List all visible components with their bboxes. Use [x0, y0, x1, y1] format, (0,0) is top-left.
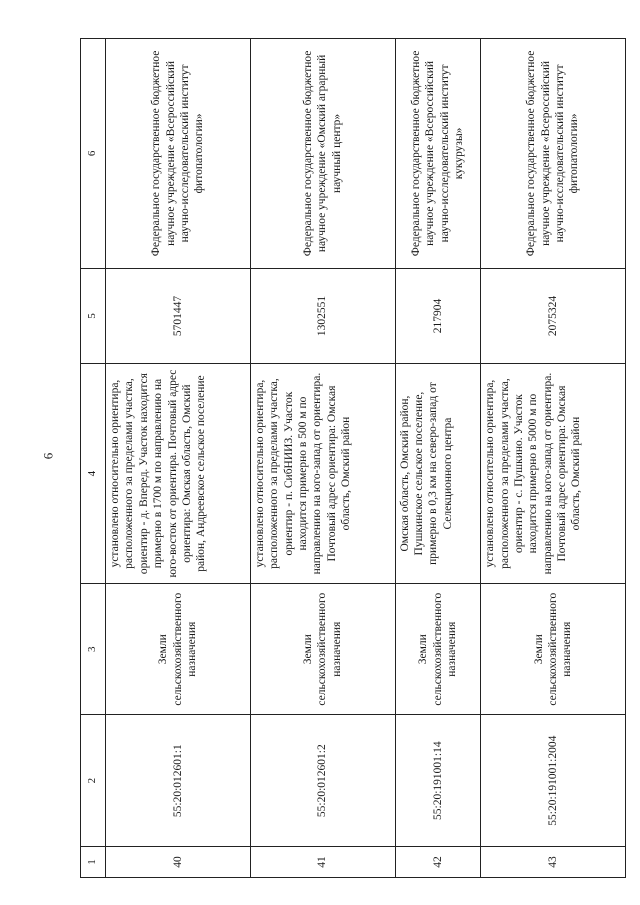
land-category: Земли сельскохозяйственного назначения — [106, 583, 251, 714]
rights-holder: Федеральное государственное бюджетное научное учреждение «Всероссийский научно-исследовательский институт фитопатологии» — [106, 39, 251, 269]
row-number: 42 — [395, 846, 481, 877]
rotated-table-wrapper — [80, 38, 626, 878]
table-row — [250, 39, 395, 878]
row-number: 41 — [250, 846, 395, 877]
rights-holder: Федеральное государственное бюджетное научное учреждение «Всероссийский научно-исследовательский институт кукурузы» — [395, 39, 481, 269]
cadastral-number: 55:20:191001:2004 — [481, 715, 626, 846]
page-number: 6 — [40, 452, 56, 460]
header-cell-5: 5 — [81, 268, 106, 363]
land-category: Земли сельскохозяйственного назначения — [481, 583, 626, 714]
land-category: Земли сельскохозяйственного назначения — [395, 583, 481, 714]
header-cell-3: 3 — [81, 583, 106, 714]
plot-area: 2075324 — [481, 268, 626, 363]
plot-location: установлено относительно ориентира, расположенного за пределами участка, ориентир - с. Пушкино. Участок находится примерно в 5000 м по направлению на юго-запад от ориентира. Почтовый адрес ориентира: Омская область, Омский район — [481, 364, 626, 584]
rights-holder: Федеральное государственное бюджетное научное учреждение «Омский аграрный научный центр» — [250, 39, 395, 269]
plot-area: 217904 — [395, 268, 481, 363]
header-cell-6: 6 — [81, 39, 106, 269]
plot-location: Омская область, Омский район, Пушкинское сельское поселение, примерно в 0,3 км на северо-запад от Селекционного центра — [395, 364, 481, 584]
column-number-row — [81, 39, 106, 878]
rights-holder: Федеральное государственное бюджетное научное учреждение «Всероссийский научно-исследовательский институт фитопатологии» — [481, 39, 626, 269]
cadastral-number: 55:20:012601:1 — [106, 715, 251, 846]
header-cell-2: 2 — [81, 715, 106, 846]
plot-area: 1302551 — [250, 268, 395, 363]
cadastral-number: 55:20:191001:14 — [395, 715, 481, 846]
table-row — [106, 39, 251, 878]
table-row — [481, 39, 626, 878]
row-number: 43 — [481, 846, 626, 877]
plot-location: установлено относительно ориентира, расположенного за пределами участка, ориентир - д. Вперед. Участок находится примерно в 1700 м по направлению на юго-восток от ориентира. Почтовый адрес ориентира: Омская область, Омский район, Андреевское сельское поселение — [106, 364, 251, 584]
row-number: 40 — [106, 846, 251, 877]
header-cell-1: 1 — [81, 846, 106, 877]
plot-area: 5701447 — [106, 268, 251, 363]
land-plots-table — [80, 38, 626, 878]
plot-location: установлено относительно ориентира, расположенного за пределами участка, ориентир - п. СибНИИЗ. Участок находится примерно в 500 м по направлению на юго-запад от ориентира. Почтовый адрес ориентира: Омская область, Омский район — [250, 364, 395, 584]
header-cell-4: 4 — [81, 364, 106, 584]
land-category: Земли сельскохозяйственного назначения — [250, 583, 395, 714]
table-row — [395, 39, 481, 878]
cadastral-number: 55:20:012601:2 — [250, 715, 395, 846]
